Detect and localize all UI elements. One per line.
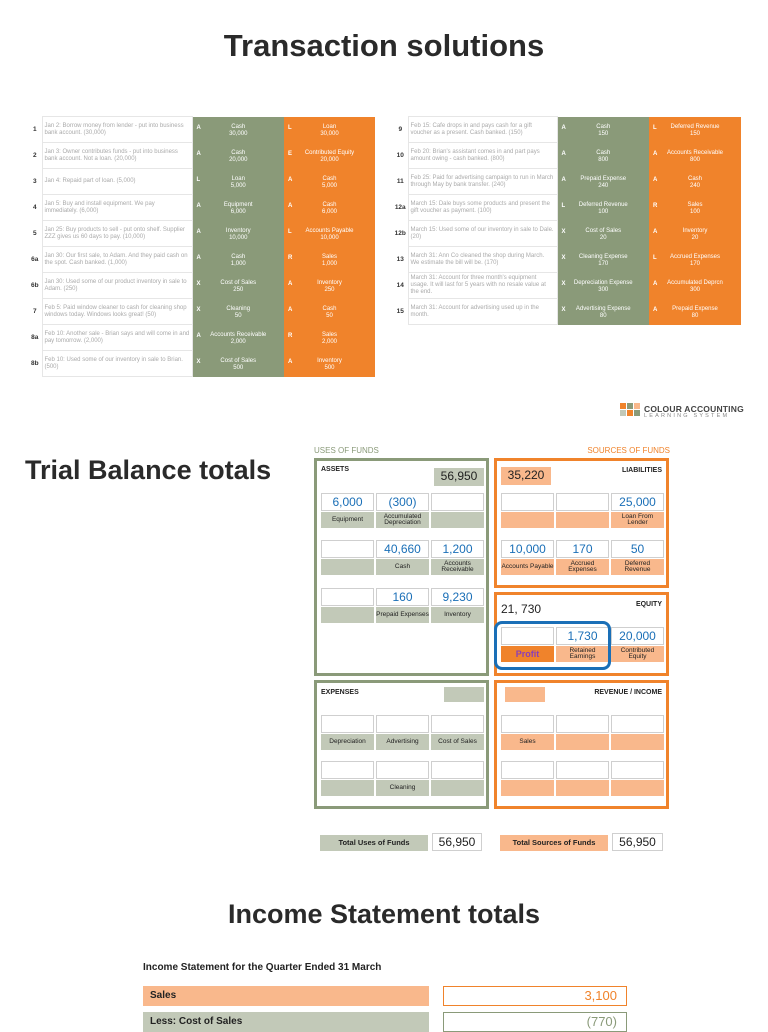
credit-type-code: A [288, 202, 293, 209]
income-statement-title: Income Statement totals [227, 899, 541, 929]
credit-type-code: A [653, 306, 658, 313]
credit-type-code: L [288, 228, 292, 235]
debit-amount: 20 [599, 235, 607, 241]
debit-entry [192, 325, 284, 351]
debit-entry [192, 117, 284, 143]
expenses-total [444, 687, 484, 702]
credit-amount: 240 [689, 183, 700, 189]
credit-amount: 500 [324, 365, 335, 371]
transaction-row [393, 221, 741, 247]
debit-type-code: L [196, 176, 201, 183]
credit-account: Accumulated Deprcn [667, 280, 723, 286]
revenue-blank-value [611, 761, 664, 779]
credit-amount: 5,000 [321, 183, 337, 189]
transaction-description: March 31: Account for three month's equipment usage. It will last for 5 years with no resale value at the end. [408, 273, 557, 299]
revenue-blank-label [556, 780, 609, 796]
debit-type-code: A [561, 124, 566, 131]
liability-blank-label [501, 512, 554, 528]
credit-account: Prepaid Expense [672, 306, 718, 312]
debit-amount: 20,000 [229, 157, 248, 163]
credit-type-code: L [653, 124, 657, 131]
credit-amount: 80 [691, 313, 699, 319]
transaction-row [28, 247, 375, 273]
transaction-description: Jan 4: Repaid part of loan. (5,000) [42, 169, 192, 195]
transaction-row [28, 299, 375, 325]
debit-account: Depreciation Expense [573, 280, 633, 286]
assets-total: 56,950 [434, 468, 484, 486]
depreciation-value [321, 715, 374, 733]
transaction-row [393, 169, 741, 195]
total-uses-label: Total Uses of Funds [320, 835, 428, 851]
credit-amount: 800 [689, 157, 700, 163]
debit-entry [557, 143, 649, 169]
debit-entry [192, 221, 284, 247]
debit-amount: 250 [233, 287, 244, 293]
total-uses-value: 56,950 [432, 833, 482, 851]
sales-label: Sales [501, 734, 554, 750]
debit-entry [192, 143, 284, 169]
credit-amount: 20,000 [320, 157, 339, 163]
transaction-number: 1 [32, 126, 37, 133]
transaction-number: 15 [396, 308, 404, 315]
liability-blank-value [556, 493, 609, 511]
credit-entry [284, 325, 375, 351]
transaction-number: 12b [394, 230, 406, 237]
debit-amount: 100 [598, 209, 609, 215]
revenue-blank-value [556, 761, 609, 779]
cost-of-sales-label: Cost of Sales [431, 734, 484, 750]
debit-type-code: A [561, 176, 566, 183]
transaction-number: 5 [32, 230, 37, 237]
accounts-receivable-value: 1,200 [431, 540, 484, 558]
is-row-value: 3,100 [443, 986, 627, 1006]
cleaning-value [376, 761, 429, 779]
transaction-number: 3 [32, 178, 37, 185]
debit-account: Accounts Receivable [210, 332, 267, 338]
sales-value [501, 715, 554, 733]
debit-account: Cash [231, 254, 246, 260]
is-row-value: (770) [443, 1012, 627, 1032]
credit-entry [284, 221, 375, 247]
debit-account: Cash [231, 150, 246, 156]
credit-entry [649, 143, 741, 169]
transaction-row [28, 143, 375, 169]
debit-entry [557, 169, 649, 195]
debit-amount: 10,000 [229, 235, 248, 241]
logo-subtext: LEARNING SYSTEM [644, 413, 730, 419]
transaction-description: Jan 30: Our first sale, to Adam. And they paid cash on the spot. Cash banked. (1,000) [42, 247, 192, 273]
asset-blank-label [321, 559, 374, 575]
credit-account: Sales [321, 332, 337, 338]
debit-type-code: A [196, 228, 201, 235]
credit-entry [284, 247, 375, 273]
debit-amount: 240 [598, 183, 609, 189]
transaction-number: 10 [396, 152, 404, 159]
cleaning-label: Cleaning [376, 780, 429, 796]
debit-amount: 150 [598, 131, 609, 137]
transaction-description: Feb 10: Used some of our inventory in sale to Brian. (500) [42, 351, 192, 377]
debit-entry [557, 221, 649, 247]
transaction-number: 4 [32, 204, 37, 211]
transaction-number: 7 [32, 308, 37, 315]
credit-entry [284, 117, 375, 143]
transaction-number: 14 [396, 282, 404, 289]
transaction-row [28, 195, 375, 221]
contributed-equity-value: 20,000 [611, 627, 664, 645]
equity-total: 21, 730 [501, 602, 542, 616]
credit-amount: 20 [691, 235, 699, 241]
transaction-row [28, 273, 375, 299]
asset-blank-label [431, 512, 484, 528]
credit-account: Sales [321, 254, 337, 260]
debit-account: Cost of Sales [220, 280, 257, 286]
logo-square-icon [620, 403, 626, 409]
colour-accounting-logo [620, 403, 768, 421]
debit-amount: 1,000 [230, 261, 246, 267]
credit-account: Cash [322, 176, 337, 182]
credit-entry [284, 169, 375, 195]
credit-account: Cash [687, 176, 702, 182]
credit-account: Cash [322, 202, 337, 208]
transactions-title: Transaction solutions [223, 28, 545, 63]
transaction-description: March 31: Account for advertising used up in the month. [408, 299, 557, 325]
debit-account: Cost of Sales [220, 358, 257, 364]
debit-amount: 300 [598, 287, 609, 293]
credit-amount: 30,000 [320, 131, 339, 137]
revenue-total [505, 687, 545, 702]
transaction-number: 11 [396, 178, 404, 185]
credit-account: Loan [322, 124, 337, 130]
transaction-description: Feb 5: Paid window cleaner to cash for cleaning shop windows today. Windows looks great! (50) [42, 299, 192, 325]
accrued-expenses-value: 170 [556, 540, 609, 558]
credit-type-code: A [288, 358, 293, 365]
debit-account: Cost of Sales [585, 228, 622, 234]
deferred-revenue-label: Deferred Revenue [611, 559, 664, 575]
debit-type-code: A [196, 202, 201, 209]
credit-amount: 170 [689, 261, 700, 267]
cash-value: 40,660 [376, 540, 429, 558]
credit-entry [284, 273, 375, 299]
credit-account: Cash [322, 306, 337, 312]
debit-amount: 800 [598, 157, 609, 163]
income-statement-heading: Income Statement for the Quarter Ended 31 March [143, 962, 382, 973]
revenue-title: REVENUE / INCOME [594, 689, 662, 696]
assets-panel [314, 458, 489, 676]
profit-retained-highlight [494, 621, 611, 670]
credit-entry [649, 273, 741, 299]
credit-type-code: L [653, 254, 657, 261]
transactions-table-left [28, 116, 376, 377]
equity-title: EQUITY [635, 601, 662, 608]
sources-of-funds-header: SOURCES OF FUNDS [587, 446, 670, 455]
debit-amount: 80 [599, 313, 607, 319]
credit-amount: 1,000 [321, 261, 337, 267]
debit-type-code: L [561, 202, 566, 209]
debit-account: Inventory [225, 228, 251, 234]
debit-entry [557, 117, 649, 143]
logo-square-icon [634, 410, 640, 416]
transaction-description: Feb 25: Paid for advertising campaign to run in March through May by bank transfer. (240) [408, 169, 557, 195]
debit-account: Cleaning [226, 306, 251, 312]
liability-blank-label [556, 512, 609, 528]
transaction-description: Jan 2: Borrow money from lender - put into business bank account. (30,000) [42, 117, 192, 143]
debit-entry [557, 273, 649, 299]
inventory-label: Inventory [431, 607, 484, 623]
profit-label: Profit [501, 646, 554, 662]
debit-type-code: A [196, 150, 201, 157]
loan-from-lender-label: Loan From Lender [611, 512, 664, 528]
debit-type-code: A [196, 254, 201, 261]
logo-square-icon [627, 403, 633, 409]
transaction-description: Jan 5: Buy and install equipment. We pay immediately. (6,000) [42, 195, 192, 221]
cash-label: Cash [376, 559, 429, 575]
revenue-blank-value [611, 715, 664, 733]
credit-amount: 300 [689, 287, 700, 293]
debit-entry [192, 169, 284, 195]
debit-amount: 500 [233, 365, 244, 371]
total-sources-value: 56,950 [612, 833, 663, 851]
debit-amount: 170 [598, 261, 609, 267]
credit-amount: 50 [326, 313, 333, 319]
asset-blank-label [321, 607, 374, 623]
revenue-blank-value [501, 761, 554, 779]
debit-account: Advertising Expense [575, 306, 631, 312]
transaction-number: 2 [32, 152, 37, 159]
transaction-number: 6b [30, 282, 39, 289]
accumulated-depreciation-label: Accumulated Depreciation [376, 512, 429, 528]
prepaid-expenses-label: Prepaid Expenses [376, 607, 429, 623]
cost-of-sales-value [431, 715, 484, 733]
debit-amount: 6,000 [230, 209, 246, 215]
uses-of-funds-header: USES OF FUNDS [314, 446, 379, 455]
debit-type-code: X [561, 228, 566, 235]
transaction-number: 13 [396, 256, 404, 263]
debit-type-code: X [561, 280, 566, 287]
credit-entry [284, 351, 375, 377]
equipment-label: Equipment [321, 512, 374, 528]
transaction-number: 12a [394, 204, 406, 211]
debit-entry [192, 299, 284, 325]
logo-text: COLOUR ACCOUNTING [644, 404, 744, 414]
debit-entry [192, 195, 284, 221]
transaction-description: March 15: Used some of our inventory in sale to Dale. (20) [408, 221, 557, 247]
accounts-payable-label: Accounts Payable [501, 559, 554, 575]
transaction-description: Jan 25: Buy products to sell - put onto shelf. Supplier ZZZ gives us 60 days to pay. (10,000) [42, 221, 192, 247]
credit-account: Sales [687, 202, 703, 208]
credit-entry [649, 247, 741, 273]
transactions-table-right [393, 116, 742, 325]
credit-entry [649, 221, 741, 247]
is-row-label: Less: Cost of Sales [143, 1012, 429, 1032]
debit-account: Cleaning Expense [578, 254, 628, 260]
credit-entry [649, 169, 741, 195]
credit-account: Accrued Expenses [669, 254, 721, 260]
trial-balance-title: Trial Balance totals [25, 455, 272, 485]
asset-blank-value [431, 493, 484, 511]
credit-account: Inventory [682, 228, 708, 234]
transaction-row [393, 273, 741, 299]
debit-type-code: X [561, 254, 566, 261]
transaction-row [28, 325, 375, 351]
debit-entry [192, 247, 284, 273]
debit-type-code: X [196, 280, 201, 287]
credit-account: Contributed Equity [304, 150, 355, 156]
transaction-row [393, 195, 741, 221]
credit-type-code: A [288, 306, 293, 313]
revenue-blank-value [556, 715, 609, 733]
debit-type-code: A [561, 150, 566, 157]
expense-blank-label [431, 780, 484, 796]
revenue-blank-label [611, 734, 664, 750]
revenue-blank-label [501, 780, 554, 796]
liabilities-total: 35,220 [501, 467, 551, 485]
debit-type-code: X [196, 306, 201, 313]
transaction-description: Jan 3: Owner contributes funds - put into business bank account. Not a loan. (20,000) [42, 143, 192, 169]
accumulated-depreciation-value: (300) [376, 493, 429, 511]
credit-entry [649, 195, 741, 221]
debit-amount: 30,000 [229, 131, 248, 137]
liability-blank-value [501, 493, 554, 511]
transaction-row [28, 221, 375, 247]
credit-account: Accounts Payable [305, 228, 354, 234]
credit-account: Inventory [317, 280, 342, 286]
debit-account: Prepaid Expense [580, 176, 627, 182]
transaction-row [28, 169, 375, 195]
debit-account: Loan [231, 176, 245, 182]
credit-type-code: A [653, 176, 658, 183]
debit-entry [192, 273, 284, 299]
transaction-description: March 15: Dale buys some products and present the gift voucher as payment. (100) [408, 195, 557, 221]
debit-entry [192, 351, 284, 377]
debit-account: Cash [596, 124, 611, 130]
credit-amount: 250 [324, 287, 335, 293]
credit-entry [284, 299, 375, 325]
is-row-label: Sales [143, 986, 429, 1006]
expenses-panel [314, 680, 489, 809]
loan-from-lender-value: 25,000 [611, 493, 664, 511]
transaction-row [28, 351, 375, 377]
liabilities-title: LIABILITIES [621, 467, 662, 474]
credit-amount: 100 [689, 209, 700, 215]
advertising-label: Advertising [376, 734, 429, 750]
debit-type-code: A [196, 124, 201, 131]
credit-amount: 150 [689, 131, 700, 137]
revenue-blank-label [556, 734, 609, 750]
debit-account: Deferred Revenue [578, 202, 628, 208]
retained-earnings-label: Retained Earnings [556, 646, 609, 662]
transaction-row [393, 143, 741, 169]
debit-entry [557, 195, 649, 221]
transaction-row [393, 299, 741, 325]
credit-type-code: R [288, 254, 293, 261]
credit-account: Accounts Receivable [666, 150, 724, 156]
credit-type-code: A [288, 280, 293, 287]
credit-amount: 6,000 [321, 209, 337, 215]
credit-entry [284, 195, 375, 221]
expense-blank-value [321, 761, 374, 779]
revenue-blank-label [611, 780, 664, 796]
prepaid-expenses-value: 160 [376, 588, 429, 606]
debit-account: Equipment [223, 202, 253, 208]
transaction-number: 8b [30, 360, 39, 367]
transaction-row [28, 117, 375, 143]
assets-title: ASSETS [321, 466, 350, 473]
expenses-title: EXPENSES [321, 689, 359, 696]
credit-type-code: E [288, 150, 293, 157]
credit-type-code: R [288, 332, 293, 339]
transaction-number: 9 [398, 126, 403, 133]
debit-type-code: X [196, 358, 201, 365]
credit-type-code: R [653, 202, 658, 209]
transaction-description: March 31: Ann Co cleaned the shop during March. We estimate the bill will be. (170) [408, 247, 557, 273]
accounts-payable-value: 10,000 [501, 540, 554, 558]
equipment-value: 6,000 [321, 493, 374, 511]
credit-entry [284, 143, 375, 169]
credit-account: Deferred Revenue [670, 124, 720, 130]
transaction-description: Jan 30: Used some of our product inventory in sale to Adam. (250) [42, 273, 192, 299]
credit-amount: 2,000 [321, 339, 337, 345]
deferred-revenue-value: 50 [611, 540, 664, 558]
credit-entry [649, 299, 741, 325]
credit-account: Inventory [317, 358, 342, 364]
transaction-description: Feb 20: Brian's assistant comes in and part pays amount owing - cash banked. (800) [408, 143, 557, 169]
credit-type-code: L [288, 124, 292, 131]
debit-type-code: X [561, 306, 566, 313]
transaction-number: 8a [31, 334, 39, 341]
debit-amount: 5,000 [230, 183, 246, 189]
retained-earnings-value: 1,730 [556, 627, 609, 645]
transaction-number: 6a [31, 256, 39, 263]
asset-blank-value [321, 588, 374, 606]
liabilities-panel [494, 458, 669, 588]
debit-amount: 50 [234, 313, 242, 319]
credit-amount: 10,000 [320, 235, 339, 241]
logo-square-icon [620, 410, 626, 416]
advertising-value [376, 715, 429, 733]
transaction-description: Feb 15: Cafe drops in and pays cash for a gift voucher as a present. Cash banked. (150) [408, 117, 557, 143]
contributed-equity-label: Contributed Equity [611, 646, 664, 662]
credit-type-code: A [653, 228, 658, 235]
transaction-row [393, 117, 741, 143]
expense-blank-label [321, 780, 374, 796]
total-sources-label: Total Sources of Funds [500, 835, 608, 851]
inventory-value: 9,230 [431, 588, 484, 606]
debit-account: Cash [596, 150, 611, 156]
credit-entry [649, 117, 741, 143]
expense-blank-value [431, 761, 484, 779]
credit-type-code: A [653, 280, 658, 287]
revenue-panel [494, 680, 669, 809]
accounts-receivable-label: Accounts Receivable [431, 559, 484, 575]
asset-blank-value [321, 540, 374, 558]
depreciation-label: Depreciation [321, 734, 374, 750]
credit-type-code: A [653, 150, 658, 157]
logo-square-icon [634, 403, 640, 409]
debit-amount: 2,000 [230, 339, 246, 345]
debit-account: Cash [231, 124, 246, 130]
debit-type-code: A [196, 332, 201, 339]
transaction-row [393, 247, 741, 273]
debit-entry [557, 299, 649, 325]
accrued-expenses-label: Accrued Expenses [556, 559, 609, 575]
transaction-description: Feb 10: Another sale - Brian says and will come in and pay tomorrow. (2,000) [42, 325, 192, 351]
credit-type-code: A [288, 176, 293, 183]
debit-entry [557, 247, 649, 273]
logo-square-icon [627, 410, 633, 416]
